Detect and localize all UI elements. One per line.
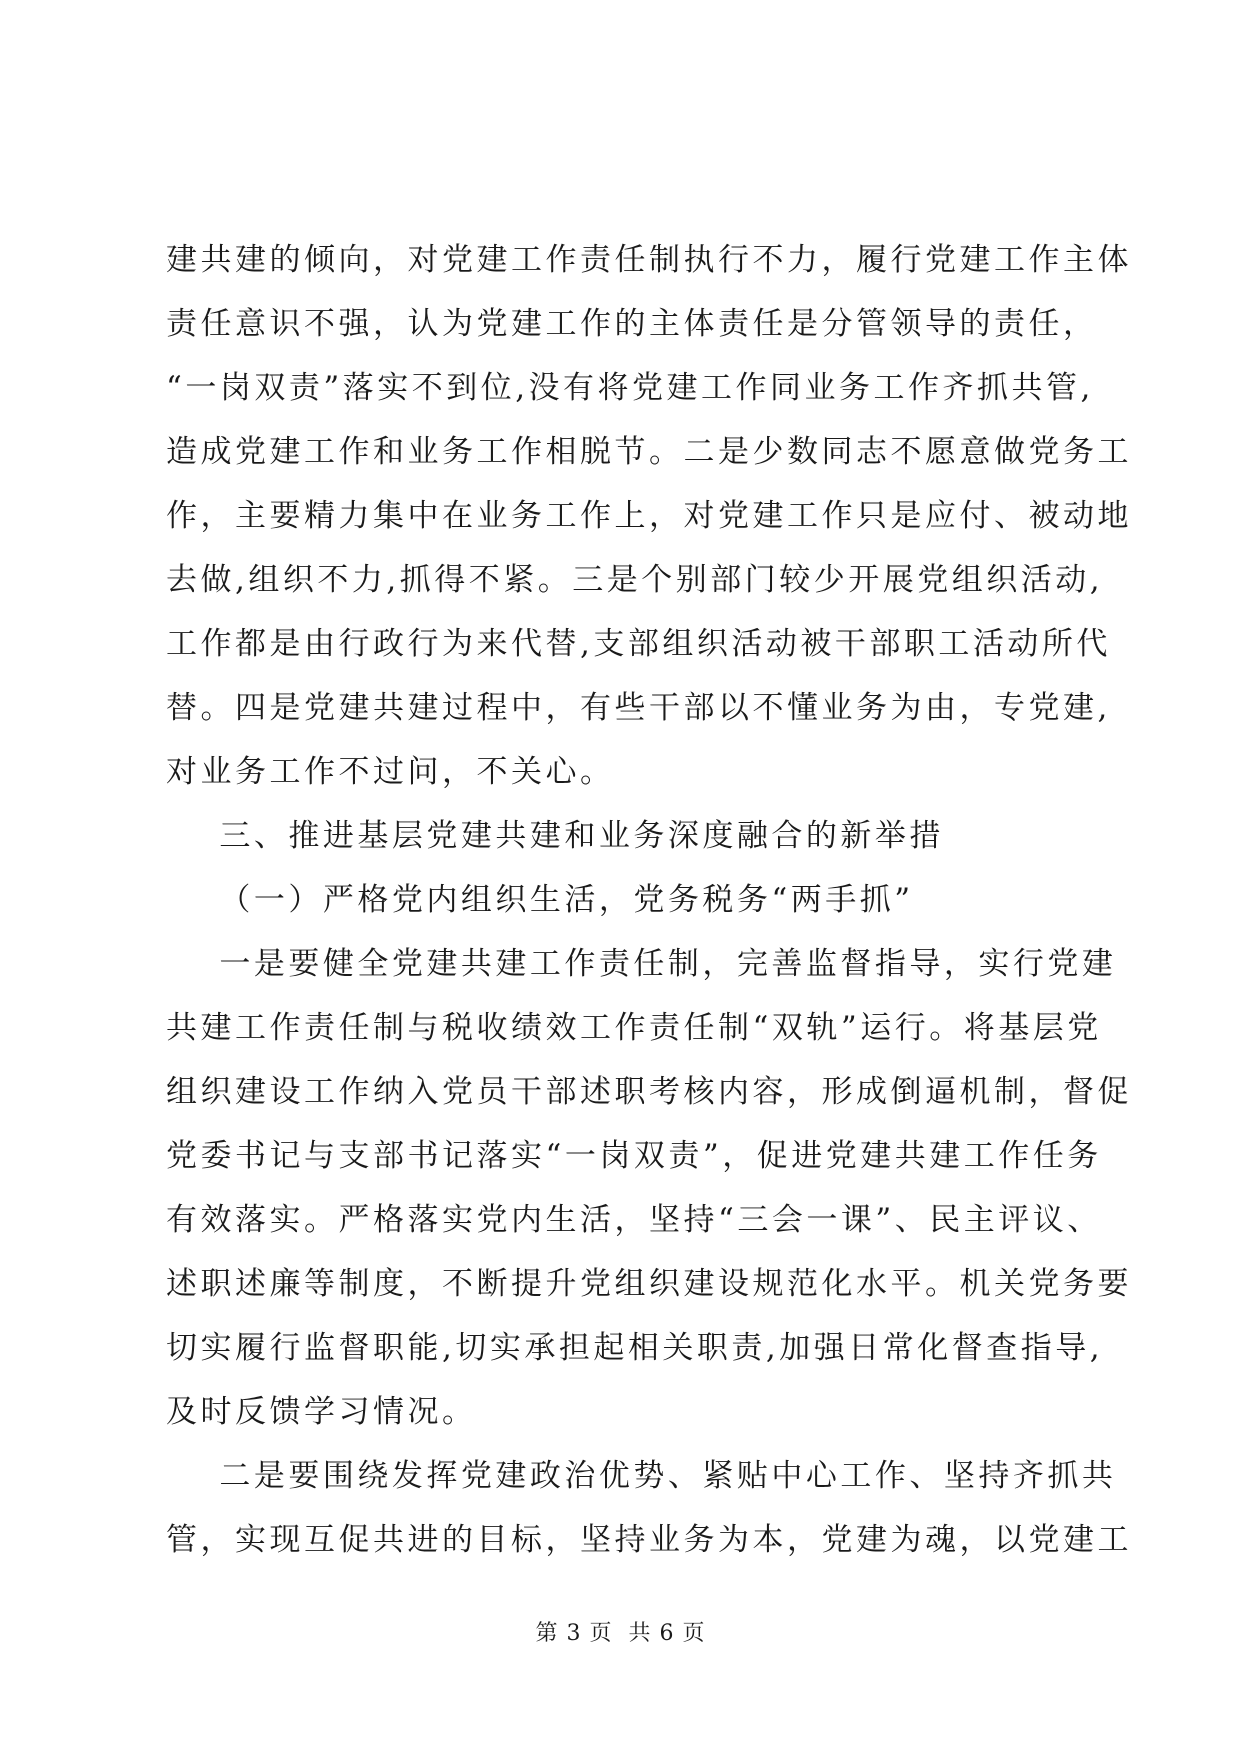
text-line: 一是要健全党建共建工作责任制，完善监督指导，实行党建 [166,946,1117,982]
text-line: 共建工作责任制与税收绩效工作责任制“双轨”运行。将基层党 [166,1010,1102,1046]
text-line: 切实履行监督职能,切实承担起相关职责,加强日常化督查指导, [166,1330,1104,1366]
text-line: 造成党建工作和业务工作相脱节。二是少数同志不愿意做党务工 [166,434,1132,470]
page-number-label: 第 3 页 共 6 页 [535,1621,706,1646]
text-line: “一岗双责”落实不到位,没有将党建工作同业务工作齐抓共管, [166,370,1094,406]
text-line: 管，实现互促共进的目标，坚持业务为本，党建为魂，以党建工 [166,1522,1132,1558]
text-line: 对业务工作不过问，不关心。 [166,754,615,790]
body-text [166,228,1132,1572]
text-line: 去做,组织不力,抓得不紧。三是个别部门较少开展党组织活动, [166,562,1104,598]
text-line: 二是要围绕发挥党建政治优势、紧贴中心工作、坚持齐抓共 [166,1458,1117,1494]
text-line: 及时反馈学习情况。 [166,1394,477,1430]
text-line: 替。四是党建共建过程中，有些干部以不懂业务为由，专党建, [166,690,1111,726]
text-line: 组织建设工作纳入党员干部述职考核内容，形成倒逼机制，督促 [166,1074,1132,1110]
text-line: 有效落实。严格落实党内生活，坚持“三会一课”、民主评议、 [166,1202,1102,1238]
text-line: 建共建的倾向，对党建工作责任制执行不力，履行党建工作主体 [166,242,1132,278]
text-line: 党委书记与支部书记落实“一岗双责”，促进党建共建工作任务 [166,1138,1102,1174]
page-footer [0,1616,1241,1647]
text-line: 责任意识不强，认为党建工作的主体责任是分管领导的责任， [166,306,1098,342]
subsection-heading: （一）严格党内组织生活，党务税务“两手抓” [166,882,914,918]
text-line: 作，主要精力集中在业务工作上，对党建工作只是应付、被动地 [166,498,1132,534]
section-heading: 三、推进基层党建共建和业务深度融合的新举措 [166,818,944,854]
text-line: 述职述廉等制度，不断提升党组织建设规范化水平。机关党务要 [166,1266,1132,1302]
text-line: 工作都是由行政行为来代替,支部组织活动被干部职工活动所代 [166,626,1111,662]
